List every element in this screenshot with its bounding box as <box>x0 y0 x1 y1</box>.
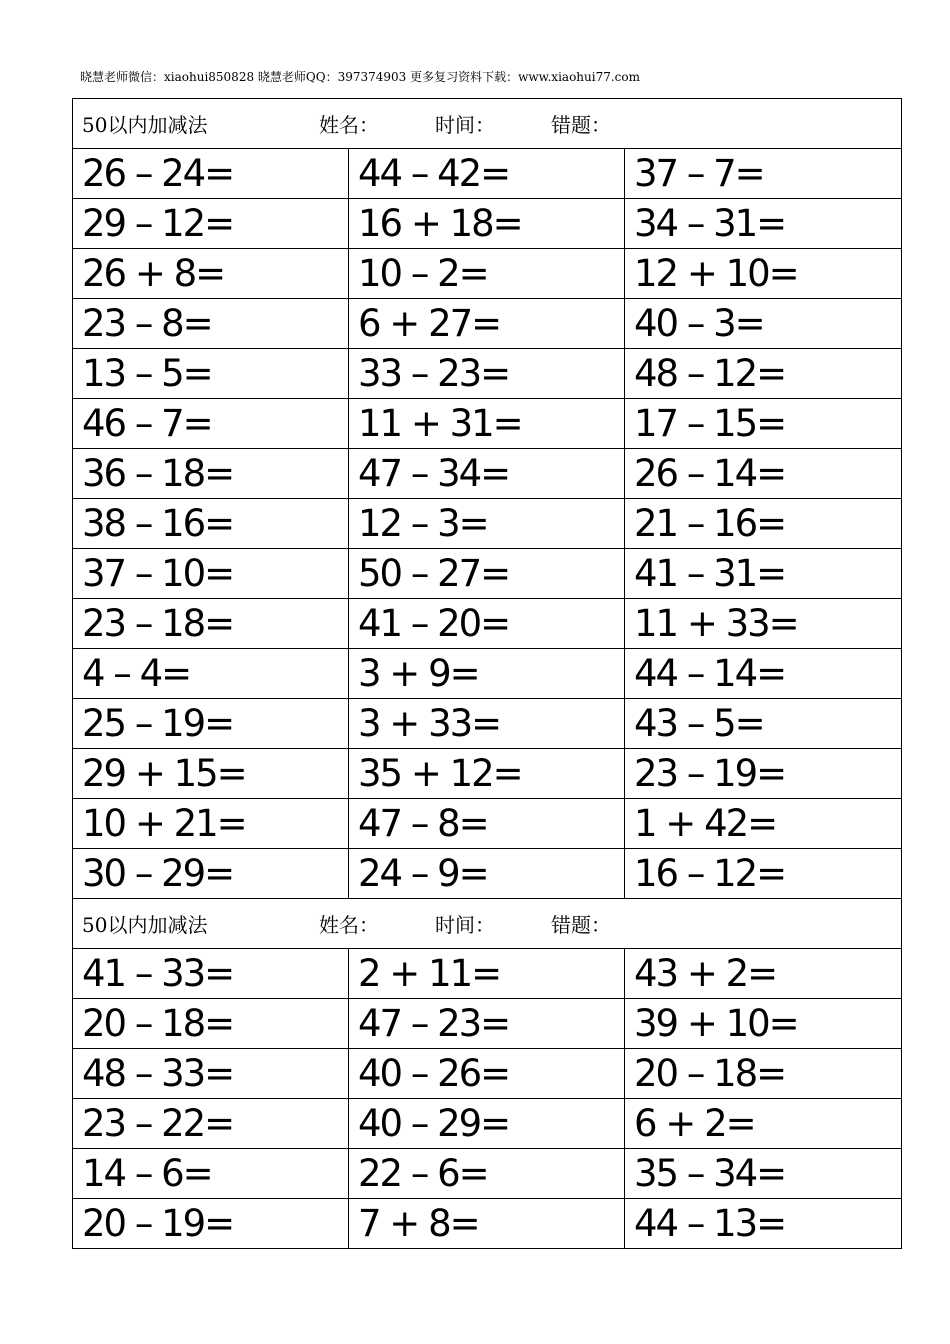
math-problem: 12 + 10= <box>625 249 902 299</box>
math-problem: 29 – 12= <box>73 199 349 249</box>
errors-label: 错题： <box>551 913 611 937</box>
problem-row <box>73 849 902 899</box>
math-problem: 11 + 33= <box>625 599 902 649</box>
math-problem: 30 – 29= <box>73 849 349 899</box>
math-problem: 11 + 31= <box>349 399 625 449</box>
problem-row <box>73 799 902 849</box>
math-problem: 44 – 14= <box>625 649 902 699</box>
math-problem: 41 – 33= <box>73 949 349 999</box>
section-header <box>73 99 902 149</box>
problem-row <box>73 999 902 1049</box>
math-problem: 14 – 6= <box>73 1149 349 1199</box>
math-problem: 39 + 10= <box>625 999 902 1049</box>
problem-row <box>73 449 902 499</box>
math-problem: 25 – 19= <box>73 699 349 749</box>
math-problem: 16 – 12= <box>625 849 902 899</box>
math-problem: 17 – 15= <box>625 399 902 449</box>
time-label: 时间： <box>435 113 495 137</box>
problem-row <box>73 549 902 599</box>
math-problem: 44 – 13= <box>625 1199 902 1249</box>
math-problem: 47 – 23= <box>349 999 625 1049</box>
name-label: 姓名： <box>319 913 379 937</box>
problem-row <box>73 599 902 649</box>
math-problem: 26 – 24= <box>73 149 349 199</box>
math-problem: 35 – 34= <box>625 1149 902 1199</box>
math-problem: 48 – 12= <box>625 349 902 399</box>
math-problem: 10 – 2= <box>349 249 625 299</box>
math-problem: 20 – 19= <box>73 1199 349 1249</box>
math-problem: 34 – 31= <box>625 199 902 249</box>
errors-label: 错题： <box>551 113 611 137</box>
math-problem: 26 – 14= <box>625 449 902 499</box>
math-problem: 16 + 18= <box>349 199 625 249</box>
math-problem: 46 – 7= <box>73 399 349 449</box>
problem-row <box>73 349 902 399</box>
worksheet-title: 50以内加减法 <box>82 113 208 137</box>
math-problem: 43 – 5= <box>625 699 902 749</box>
math-problem: 21 – 16= <box>625 499 902 549</box>
math-problem: 44 – 42= <box>349 149 625 199</box>
problem-row <box>73 499 902 549</box>
math-problem: 41 – 20= <box>349 599 625 649</box>
problem-row <box>73 399 902 449</box>
problem-row <box>73 1049 902 1099</box>
section-header-row <box>73 899 902 949</box>
math-problem: 23 – 22= <box>73 1099 349 1149</box>
section-header <box>73 899 902 949</box>
problem-row <box>73 249 902 299</box>
math-problem: 36 – 18= <box>73 449 349 499</box>
math-problem: 29 + 15= <box>73 749 349 799</box>
math-problem: 50 – 27= <box>349 549 625 599</box>
math-problem: 1 + 42= <box>625 799 902 849</box>
math-problem: 10 + 21= <box>73 799 349 849</box>
math-problem: 40 – 3= <box>625 299 902 349</box>
page-header: 晓慧老师微信：xiaohui850828 晓慧老师QQ：397374903 更多复习资料下载：www.xiaohui77.com <box>80 70 640 84</box>
math-problem: 20 – 18= <box>625 1049 902 1099</box>
math-problem: 33 – 23= <box>349 349 625 399</box>
math-problem: 40 – 26= <box>349 1049 625 1099</box>
math-problem: 37 – 10= <box>73 549 349 599</box>
math-problem: 6 + 27= <box>349 299 625 349</box>
math-problem: 20 – 18= <box>73 999 349 1049</box>
problem-row <box>73 149 902 199</box>
section-header-row <box>73 99 902 149</box>
worksheet-title: 50以内加减法 <box>82 913 208 937</box>
math-problem: 35 + 12= <box>349 749 625 799</box>
time-label: 时间： <box>435 913 495 937</box>
math-problem: 7 + 8= <box>349 1199 625 1249</box>
problem-row <box>73 949 902 999</box>
math-problem: 24 – 9= <box>349 849 625 899</box>
math-problem: 48 – 33= <box>73 1049 349 1099</box>
problem-row <box>73 299 902 349</box>
math-problem: 3 + 9= <box>349 649 625 699</box>
math-problem: 47 – 8= <box>349 799 625 849</box>
problem-row <box>73 1149 902 1199</box>
math-problem: 23 – 19= <box>625 749 902 799</box>
problem-row <box>73 699 902 749</box>
name-label: 姓名： <box>319 113 379 137</box>
math-problem: 13 – 5= <box>73 349 349 399</box>
math-problem: 6 + 2= <box>625 1099 902 1149</box>
worksheet-table <box>72 98 902 1249</box>
problem-row <box>73 649 902 699</box>
problem-row <box>73 1199 902 1249</box>
math-problem: 2 + 11= <box>349 949 625 999</box>
math-problem: 47 – 34= <box>349 449 625 499</box>
math-problem: 3 + 33= <box>349 699 625 749</box>
math-problem: 43 + 2= <box>625 949 902 999</box>
math-problem: 12 – 3= <box>349 499 625 549</box>
math-problem: 23 – 8= <box>73 299 349 349</box>
problem-row <box>73 199 902 249</box>
math-problem: 41 – 31= <box>625 549 902 599</box>
math-problem: 40 – 29= <box>349 1099 625 1149</box>
math-problem: 37 – 7= <box>625 149 902 199</box>
math-problem: 4 – 4= <box>73 649 349 699</box>
math-problem: 23 – 18= <box>73 599 349 649</box>
problem-row <box>73 749 902 799</box>
problem-row <box>73 1099 902 1149</box>
math-problem: 38 – 16= <box>73 499 349 549</box>
math-problem: 26 + 8= <box>73 249 349 299</box>
math-problem: 22 – 6= <box>349 1149 625 1199</box>
